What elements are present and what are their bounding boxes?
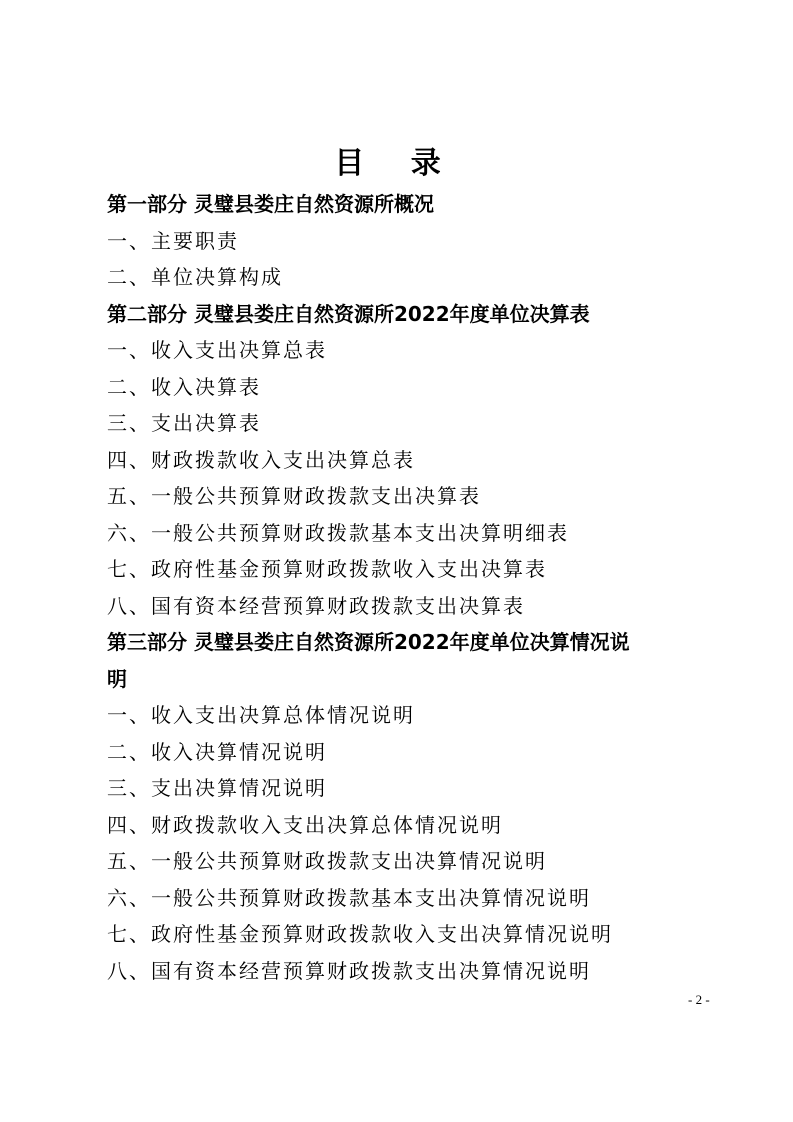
toc-item[interactable]: 四、财政拨款收入支出决算总体情况说明 (107, 812, 503, 837)
toc-item[interactable]: 三、支出决算情况说明 (107, 776, 327, 800)
toc-item[interactable]: 二、单位决算构成 (107, 265, 283, 289)
table-of-contents (107, 186, 727, 989)
toc-item[interactable]: 四、财政拨款收入支出决算总表 (107, 447, 415, 472)
part-1-heading[interactable]: 第一部分 灵璧县娄庄自然资源所概况 (107, 192, 434, 216)
part-2-heading[interactable]: 第二部分 灵璧县娄庄自然资源所2022年度单位决算表 (107, 301, 590, 326)
toc-item[interactable]: 五、一般公共预算财政拨款支出决算情况说明 (107, 849, 547, 873)
toc-item[interactable]: 八、国有资本经营预算财政拨款支出决算表 (107, 593, 525, 618)
toc-item[interactable]: 七、政府性基金预算财政拨款收入支出决算表 (107, 557, 547, 581)
toc-item[interactable]: 六、一般公共预算财政拨款基本支出决算明细表 (107, 520, 569, 545)
toc-item[interactable]: 五、一般公共预算财政拨款支出决算表 (107, 484, 481, 508)
part-3-heading-line2[interactable]: 明 (107, 666, 127, 691)
page-title: 目 录 (334, 146, 459, 181)
toc-item[interactable]: 二、收入决算表 (107, 374, 261, 399)
page-number: - 2 - (688, 992, 710, 1007)
toc-item[interactable]: 三、支出决算表 (107, 411, 261, 435)
toc-item[interactable]: 一、主要职责 (107, 228, 239, 253)
toc-item[interactable]: 八、国有资本经营预算财政拨款支出决算情况说明 (107, 958, 591, 983)
toc-item[interactable]: 七、政府性基金预算财政拨款收入支出决算情况说明 (107, 922, 613, 946)
toc-item[interactable]: 六、一般公共预算财政拨款基本支出决算情况说明 (107, 885, 591, 910)
part-3-heading-line1[interactable]: 第三部分 灵璧县娄庄自然资源所2022年度单位决算情况说 (107, 630, 630, 654)
toc-item[interactable]: 一、收入支出决算总表 (107, 338, 327, 362)
toc-item[interactable]: 二、收入决算情况说明 (107, 739, 327, 764)
toc-item[interactable]: 一、收入支出决算总体情况说明 (107, 703, 415, 727)
